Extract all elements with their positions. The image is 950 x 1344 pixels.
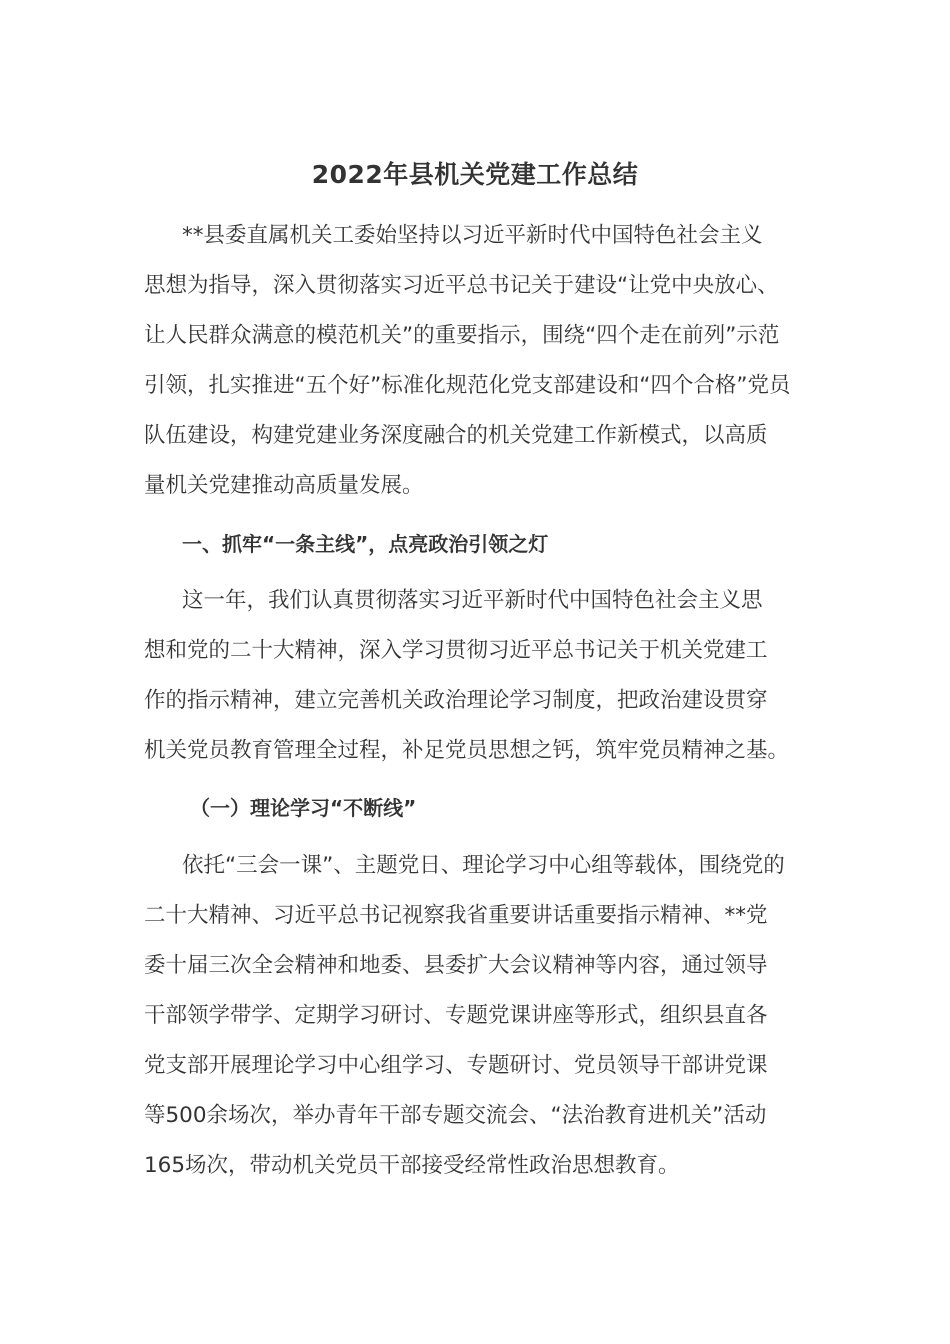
paragraph-line: 等500余场次，举办青年干部专题交流会、“法治教育进机关”活动 bbox=[144, 1103, 767, 1128]
paragraph-line: 165场次，带动机关党员干部接受经常性政治思想教育。 bbox=[144, 1153, 680, 1178]
paragraph-line: 委十届三次全会精神和地委、县委扩大会议精神等内容，通过领导 bbox=[144, 953, 768, 978]
paragraph-line: 机关党员教育管理全过程，补足党员思想之钙，筑牢党员精神之基。 bbox=[144, 738, 790, 763]
paragraph-line: 思想为指导，深入贯彻落实习近平总书记关于建设“让党中央放心、 bbox=[144, 273, 779, 298]
subsection-heading: （一）理论学习“不断线” bbox=[190, 796, 417, 820]
section-heading: 一、抓牢“一条主线”，点亮政治引领之灯 bbox=[182, 532, 549, 556]
paragraph-line: 党支部开展理论学习中心组学习、专题研讨、党员领导干部讲党课 bbox=[144, 1053, 768, 1078]
document-title: 2022年县机关党建工作总结 bbox=[311, 160, 639, 189]
paragraph-line: 让人民群众满意的模范机关”的重要指示，围绕“四个走在前列”示范 bbox=[144, 323, 780, 348]
paragraph-line: 作的指示精神，建立完善机关政治理论学习制度，把政治建设贯穿 bbox=[144, 688, 768, 713]
paragraph-line: 依托“三会一课”、主题党日、理论学习中心组等载体，围绕党的 bbox=[182, 853, 785, 878]
paragraph-line: 想和党的二十大精神，深入学习贯彻习近平总书记关于机关党建工 bbox=[144, 638, 768, 663]
paragraph-line: 这一年，我们认真贯彻落实习近平新时代中国特色社会主义思 bbox=[182, 588, 763, 613]
paragraph-line: 队伍建设，构建党建业务深度融合的机关党建工作新模式，以高质 bbox=[144, 423, 768, 448]
paragraph-line: 量机关党建推动高质量发展。 bbox=[144, 473, 424, 498]
paragraph-line: 干部领学带学、定期学习研讨、专题党课讲座等形式，组织县直各 bbox=[144, 1003, 768, 1028]
paragraph-line: **县委直属机关工委始坚持以习近平新时代中国特色社会主义 bbox=[182, 223, 763, 248]
paragraph-line: 引领，扎实推进“五个好”标准化规范化党支部建设和“四个合格”党员 bbox=[144, 373, 791, 398]
paragraph-line: 二十大精神、习近平总书记视察我省重要讲话重要指示精神、**党 bbox=[144, 903, 768, 928]
